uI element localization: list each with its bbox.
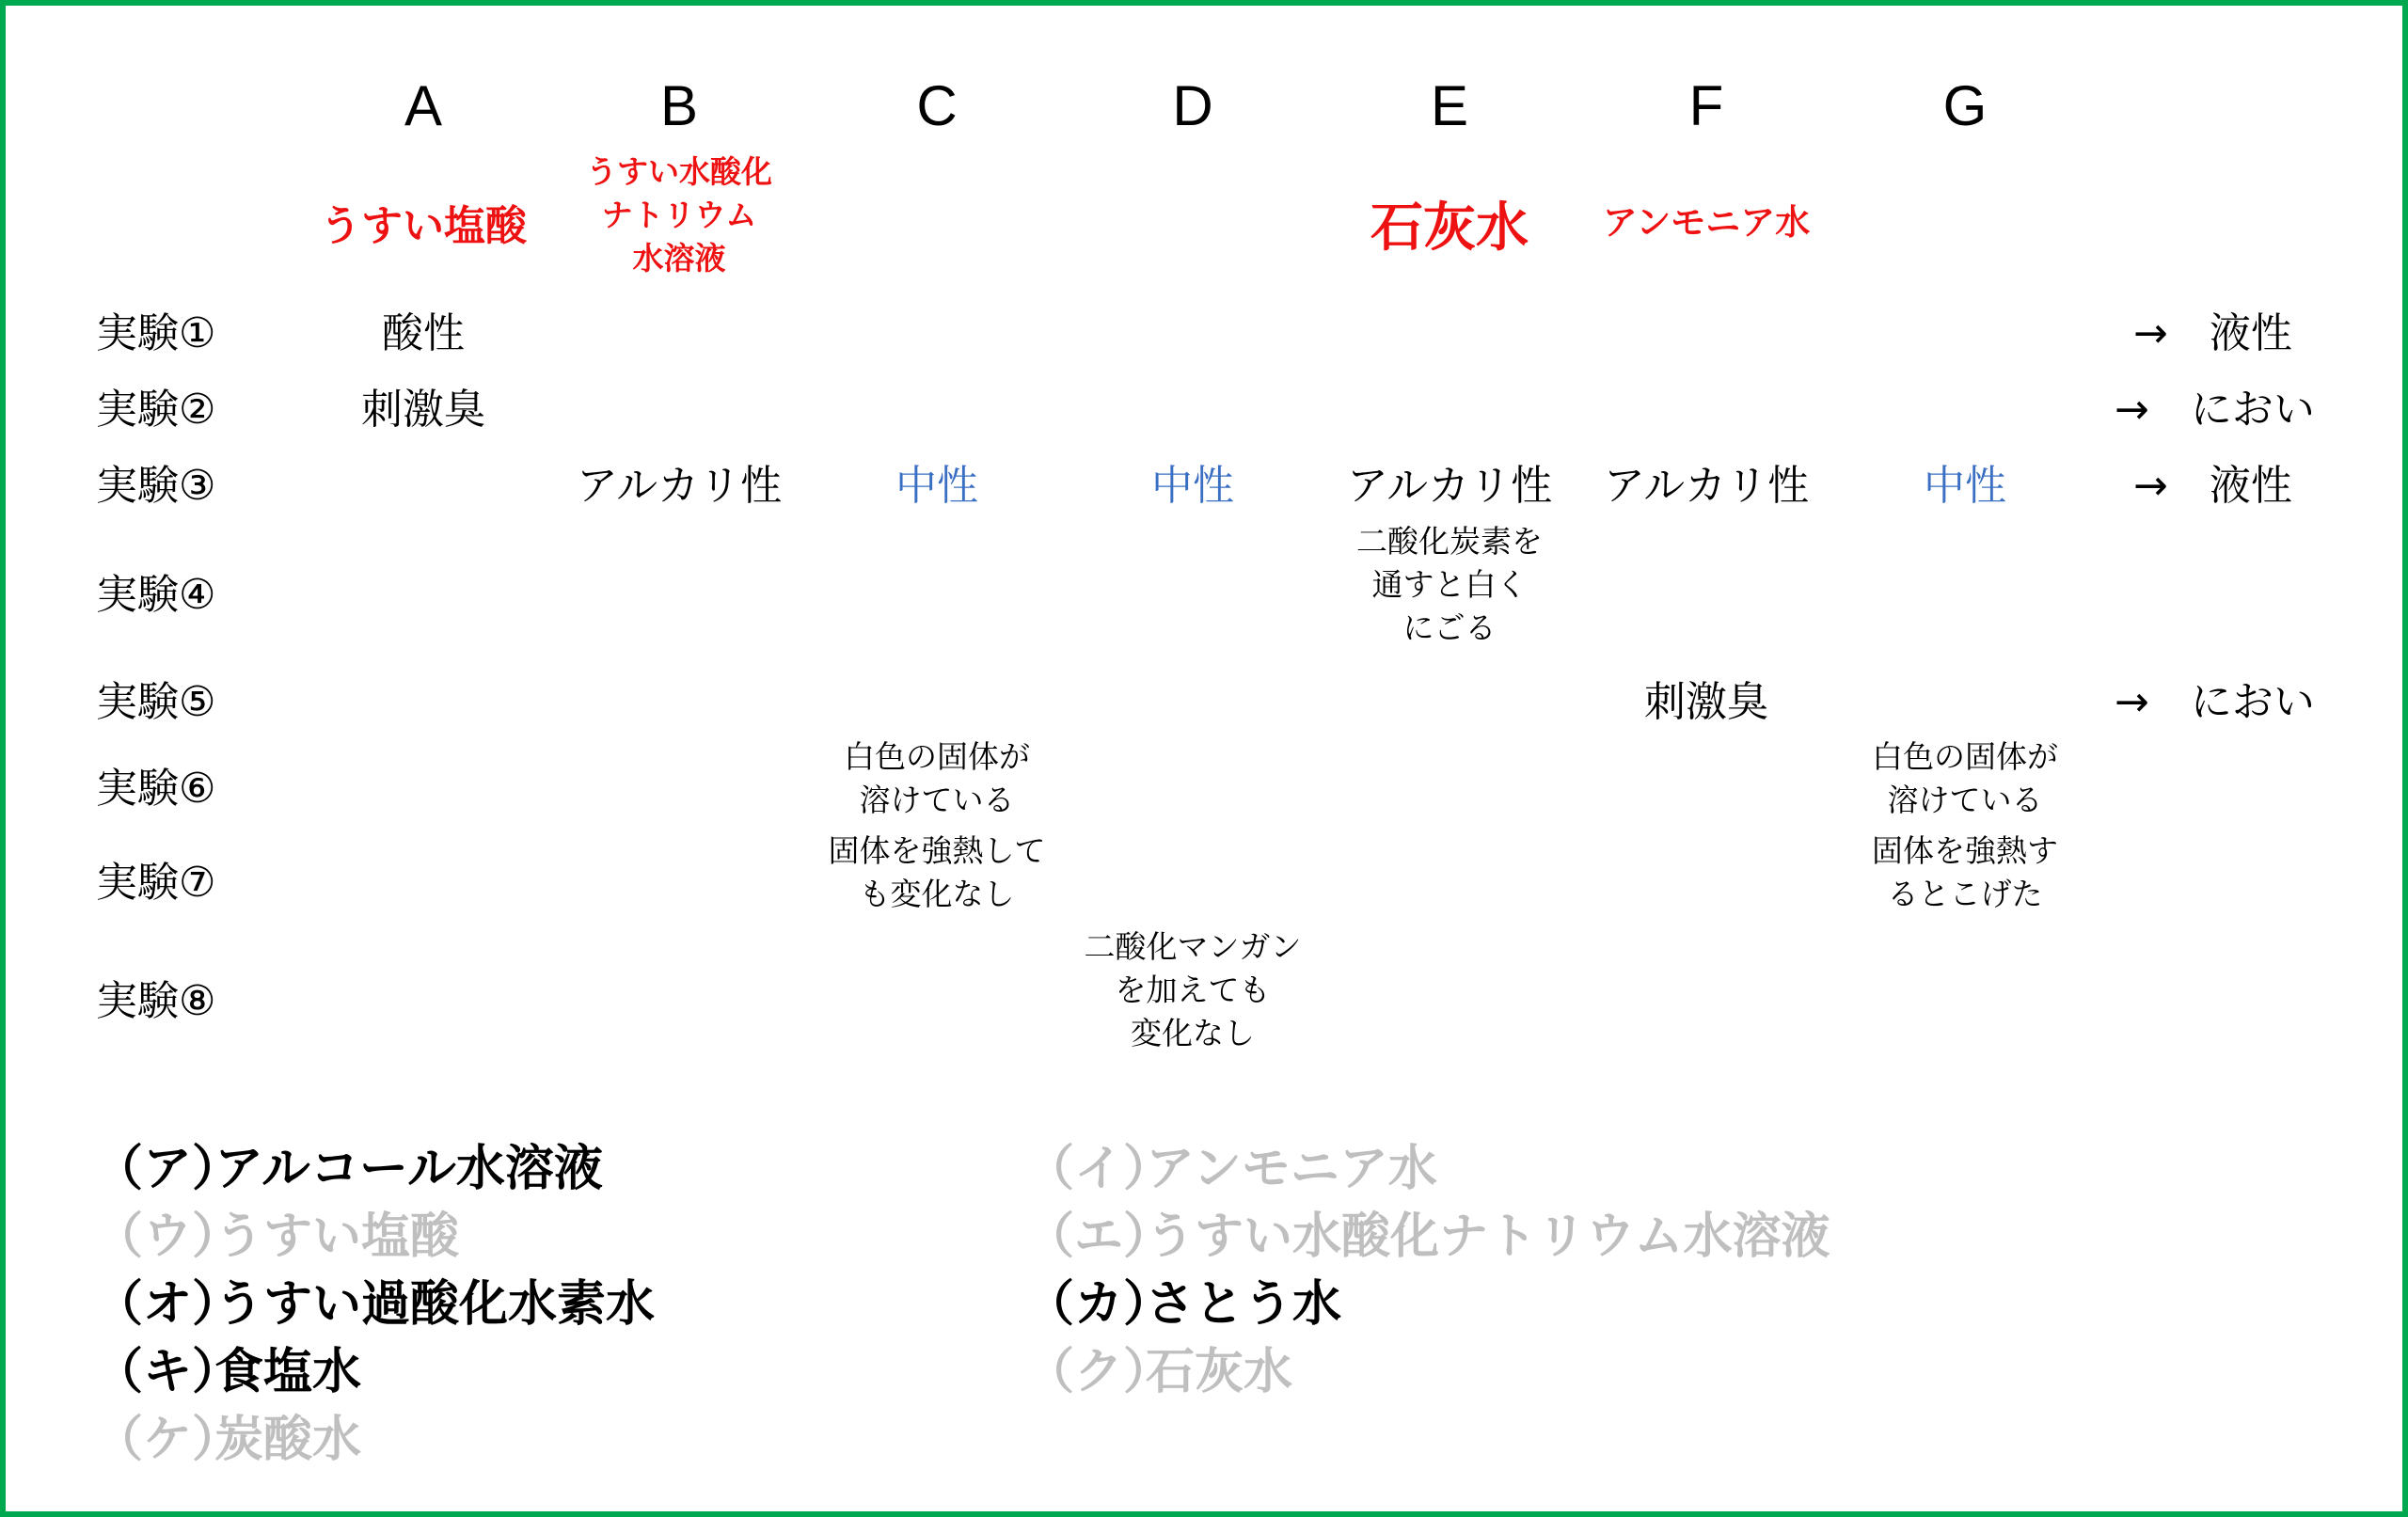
row-label-7: 実験⑦ bbox=[96, 859, 216, 907]
option-ka: （カ）さとう水 bbox=[1025, 1276, 1342, 1333]
row-label-2: 実験② bbox=[96, 386, 216, 434]
row-label-5: 実験⑤ bbox=[96, 678, 216, 726]
row-label-4: 実験④ bbox=[96, 571, 216, 619]
cell-r5-f: 刺激臭 bbox=[1644, 678, 1768, 726]
column-a-header: A bbox=[404, 74, 443, 137]
column-e-header: E bbox=[1430, 74, 1469, 137]
row-label-8: 実験⑧ bbox=[96, 977, 216, 1025]
row-label-3: 実験③ bbox=[96, 462, 216, 510]
cell-r8-d: 二酸化マンガン を加えても 変化なし bbox=[1084, 928, 1302, 1051]
option-o: （オ）うすい過酸化水素水 bbox=[94, 1276, 656, 1333]
cell-r3-d: 中性 bbox=[1151, 462, 1234, 510]
cell-r3-c: 中性 bbox=[895, 462, 978, 510]
option-e: （エ）うすい水酸化ナトリウム水溶液 bbox=[1025, 1209, 1830, 1265]
cell-r3-e: アルカリ性 bbox=[1346, 462, 1553, 510]
column-f-header: F bbox=[1688, 74, 1724, 137]
column-g-header: G bbox=[1942, 74, 1988, 137]
arrow-r3: → 液性 bbox=[2133, 462, 2292, 510]
identified-b: うすい水酸化 ナトリウム 水溶液 bbox=[586, 153, 772, 277]
column-b-header: B bbox=[659, 74, 699, 137]
arrow-r2: → におい bbox=[2115, 386, 2315, 434]
column-d-header: D bbox=[1172, 74, 1213, 137]
cell-r3-f: アルカリ性 bbox=[1603, 462, 1810, 510]
option-ki: （キ）食塩水 bbox=[94, 1344, 362, 1400]
cell-r3-b: アルカリ性 bbox=[576, 462, 783, 510]
cell-r6-g: 白色の固体が 溶けている bbox=[1872, 738, 2058, 818]
column-c-header: C bbox=[916, 74, 958, 137]
option-a: （ア）アルコール水溶液 bbox=[94, 1141, 603, 1197]
row-label-6: 実験⑥ bbox=[96, 765, 216, 813]
cell-r7-c: 固体を強熱して も変化なし bbox=[828, 832, 1046, 912]
arrow-r1: → 液性 bbox=[2133, 309, 2292, 357]
cell-r3-g: 中性 bbox=[1924, 462, 2006, 510]
cell-r6-c: 白色の固体が 溶けている bbox=[844, 738, 1030, 818]
cell-r2-a: 刺激臭 bbox=[361, 386, 485, 434]
identified-f: アンモニア水 bbox=[1602, 202, 1811, 243]
cell-r1-a: 酸性 bbox=[382, 309, 465, 357]
option-ke: （ケ）炭酸水 bbox=[94, 1412, 362, 1468]
arrow-r5: → におい bbox=[2115, 678, 2315, 726]
option-ku: （ク）石灰水 bbox=[1025, 1344, 1293, 1400]
row-label-1: 実験① bbox=[96, 309, 216, 357]
option-i: （イ）アンモニア水 bbox=[1025, 1141, 1437, 1197]
cell-r7-g: 固体を強熱す るとこげた bbox=[1872, 832, 2058, 912]
identified-a: うすい塩酸 bbox=[320, 202, 527, 250]
option-u: （ウ）うすい塩酸 bbox=[94, 1209, 460, 1265]
cell-r4-e: 二酸化炭素を 通すと白く にごる bbox=[1356, 523, 1543, 646]
identified-e: 石灰水 bbox=[1370, 198, 1529, 259]
